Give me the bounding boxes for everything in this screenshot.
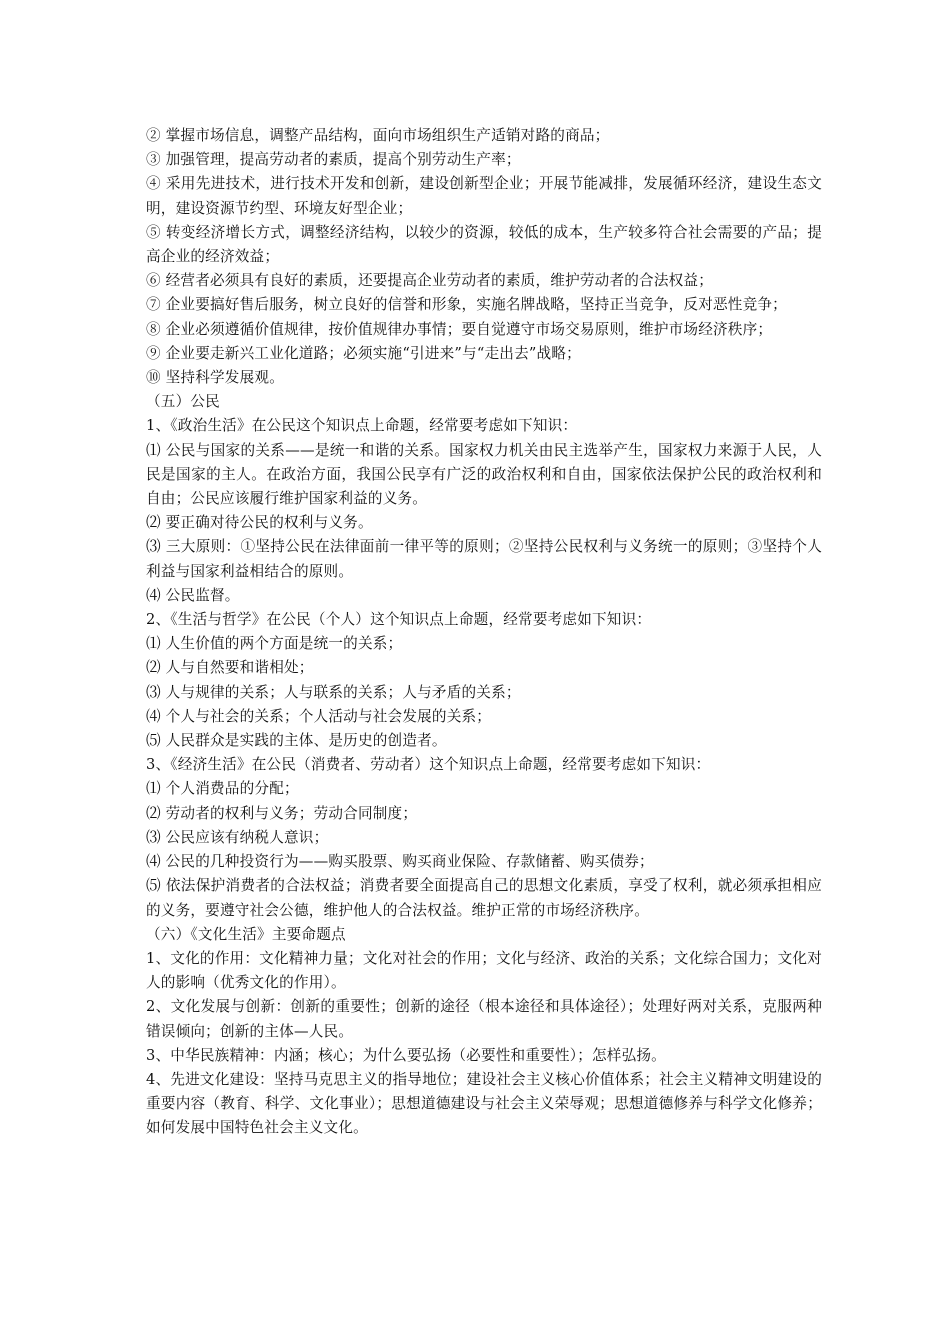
list-item: ⑷ 公民的几种投资行为——购买股票、购买商业保险、存款储蓄、购买债券；: [146, 853, 654, 871]
list-item: ⑸ 人民群众是实践的主体、是历史的创造者。: [146, 732, 447, 750]
paragraph: 1、文化的作用：文化精神力量；文化对社会的作用；文化与经济、政治的关系；文化综合国力；文化对人的影响（优秀文化的作用）。: [146, 949, 822, 992]
list-item: ⑵ 人与自然要和谐相处；: [146, 659, 314, 677]
list-item: ⑴ 个人消费品的分配；: [146, 780, 299, 798]
list-item-7: ⑦ 企业要搞好售后服务，树立良好的信誉和形象，实施名牌战略，坚持正当竞争，反对恶性竞争；: [146, 296, 787, 314]
list-item: ⑵ 要正确对待公民的权利与义务。: [146, 514, 373, 532]
list-item-2: ② 掌握市场信息，调整产品结构，面向市场组织生产适销对路的商品；: [146, 127, 610, 144]
list-item: ⑷ 个人与社会的关系；个人活动与社会发展的关系；: [146, 707, 492, 725]
list-item-9: ⑨ 企业要走新兴工业化道路；必须实施“引进来”与“走出去”战略；: [146, 344, 581, 362]
list-item-4: ④ 采用先进技术，进行技术开发和创新，建设创新型企业；开展节能减排，发展循环经济，建设生态文明，建设资源节约型、环境友好型企业；: [146, 175, 822, 217]
subsection-heading-1: 1、《政治生活》在公民这个知识点上命题，经常要考虑如下知识：: [146, 417, 578, 435]
paragraph: 4、先进文化建设：坚持马克思主义的指导地位；建设社会主义核心价值体系；社会主义精神文明建设的重要内容（教育、科学、文化事业）；思想道德建设与社会主义荣辱观；思想道德修养与科学文化修养；如何发展中国特色社会主义文化。: [146, 1070, 822, 1137]
section-heading-6: （六）《文化生活》主要命题点: [146, 925, 346, 943]
list-item-6: ⑥ 经营者必须具有良好的素质，还要提高企业劳动者的素质，维护劳动者的合法权益；: [146, 272, 714, 290]
list-item: ⑶ 三大原则：①坚持公民在法律面前一律平等的原则；②坚持公民权利与义务统一的原则；③坚持个人利益与国家利益相结合的原则。: [146, 538, 822, 580]
list-item: ⑶ 公民应该有纳税人意识；: [146, 828, 329, 846]
list-item-5: ⑤ 转变经济增长方式，调整经济结构，以较少的资源，较低的成本，生产较多符合社会需要的产品；提高企业的经济效益；: [146, 223, 822, 266]
list-item-8: ⑧ 企业必须遵循价值规律，按价值规律办事情；要自觉遵守市场交易原则，维护市场经济秩序；: [146, 320, 773, 338]
list-item: ⑶ 人与规律的关系；人与联系的关系；人与矛盾的关系；: [146, 683, 521, 701]
section-heading-5: （五）公民: [146, 393, 220, 411]
list-item: ⑷ 公民监督。: [146, 586, 240, 604]
paragraph: 3、中华民族精神：内涵；核心；为什么要弘扬（必要性和重要性）；怎样弘扬。: [146, 1046, 666, 1064]
document-body: [146, 124, 822, 1141]
list-item: ⑸ 依法保护消费者的合法权益；消费者要全面提高自己的思想文化素质，享受了权利，就必须承担相应的义务，要遵守社会公德，维护他人的合法权益。维护正常的市场经济秩序。: [146, 877, 822, 919]
list-item: ⑴ 公民与国家的关系——是统一和谐的关系。国家权力机关由民主选举产生，国家权力来源于人民，人民是国家的主人。在政治方面，我国公民享有广泛的政治权利和自由，国家依法保护公民的政治权利和自由；公民应该履行维护国家利益的义务。: [146, 441, 822, 508]
list-item: ⑴ 人生价值的两个方面是统一的关系；: [146, 635, 403, 653]
list-item-3: ③ 加强管理，提高劳动者的素质，提高个别劳动生产率；: [146, 151, 521, 169]
subsection-heading-3: 3、《经济生活》在公民（消费者、劳动者）这个知识点上命题，经常要考虑如下知识：: [146, 756, 711, 774]
list-item: ⑵ 劳动者的权利与义务；劳动合同制度；: [146, 804, 418, 822]
subsection-heading-2: 2、《生活与哲学》在公民（个人）这个知识点上命题，经常要考虑如下知识：: [146, 611, 652, 629]
paragraph: 2、文化发展与创新：创新的重要性；创新的途径（根本途径和具体途径）；处理好两对关系，克服两种错误倾向；创新的主体—人民。: [146, 998, 822, 1040]
list-item-10: ⑩ 坚持科学发展观。: [146, 369, 284, 387]
